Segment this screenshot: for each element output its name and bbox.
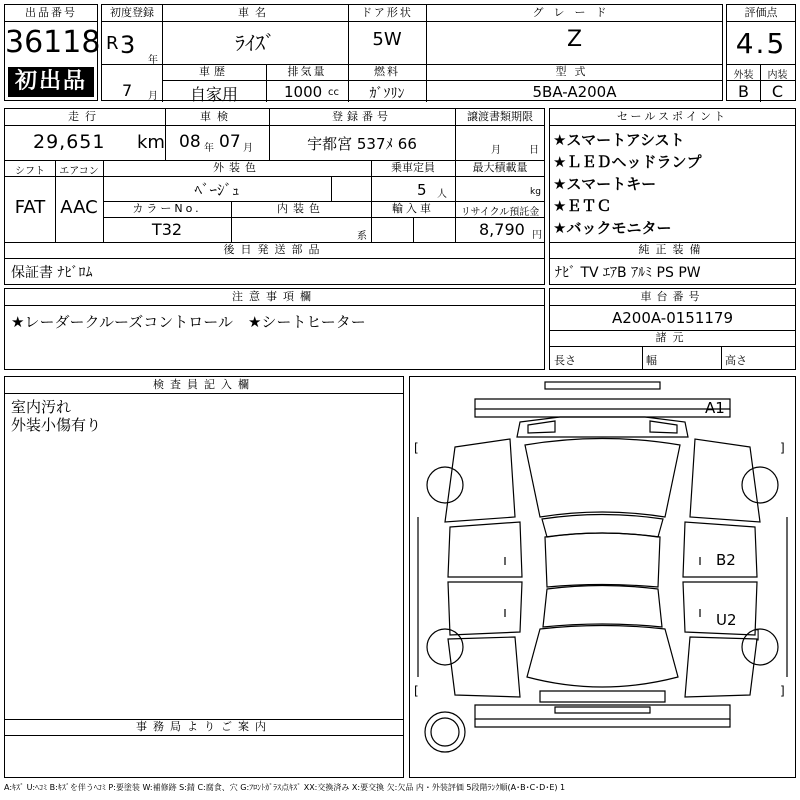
later-parts-value: 保証書 ﾅﾋﾞﾛﾑ: [11, 265, 93, 281]
inspector-box: [4, 376, 404, 778]
inspection-label: 車検: [200, 110, 234, 123]
chassis-label: 車台番号: [550, 289, 795, 306]
details-grid: [4, 108, 545, 285]
car-name-label: 車名: [238, 6, 272, 19]
chassis-box: [549, 288, 796, 370]
damage-mark-u2: U2: [716, 611, 737, 629]
grade-value: Z: [566, 27, 583, 52]
transfer-label: 譲渡書類期限: [467, 110, 533, 123]
inspection-month: 07: [219, 132, 241, 152]
notes-box: [4, 288, 545, 370]
transfer-month-unit: 月: [491, 145, 501, 156]
capacity-value: 5: [417, 181, 427, 199]
bracket-left-rear: [: [414, 684, 419, 698]
notes-value: ★レーダークルーズコントロール ★シートヒーター: [11, 313, 366, 331]
first-reg-month: 7: [122, 81, 133, 100]
grade-label: グレード: [532, 6, 617, 19]
max-load-unit: kg: [530, 187, 541, 197]
score-ext-label: 外装: [733, 70, 754, 81]
displacement-label: 排気量: [287, 65, 327, 78]
score-int-value: C: [771, 82, 784, 101]
dims-height: 高さ: [725, 354, 747, 367]
first-reg-label: 初度登録: [110, 6, 154, 19]
color-no-label: カラーNo.: [132, 202, 202, 215]
vehicle-info-grid: [101, 4, 723, 104]
chassis-value: A200A-0151179: [611, 309, 734, 327]
door-label: ドア形状: [361, 6, 413, 19]
mileage-label: 走行: [68, 110, 102, 123]
door-value: 5W: [372, 29, 402, 50]
mileage-unit: km: [137, 132, 165, 153]
notes-label: 注意事項欄: [5, 289, 544, 306]
lot-number: 36118: [5, 25, 101, 60]
score-box: [726, 4, 796, 101]
sales-point-item: ★ＬＥＤヘッドランプ: [553, 153, 702, 171]
inspection-month-unit: 月: [243, 143, 253, 154]
first-reg-year-unit: 年: [148, 55, 158, 66]
later-parts-label: 後日発送部品: [223, 243, 326, 256]
import-label: 輸入車: [392, 202, 434, 215]
sales-points-box: [549, 108, 796, 285]
damage-mark-a1: A1: [705, 399, 725, 417]
lot-label: 出品番号: [5, 5, 97, 22]
score-label: 評価点: [727, 5, 795, 22]
ac-label: エアコン: [59, 166, 99, 177]
office-label: 事務局よりご案内: [136, 720, 272, 733]
bracket-rear-right: ]: [755, 628, 760, 642]
mileage-value: 29,651: [33, 131, 106, 153]
displacement-unit: cc: [328, 87, 339, 98]
dims-width: 幅: [646, 354, 657, 367]
plate-value: 宇都宮 537ﾒ 66: [307, 135, 417, 153]
fuel-label: 燃料: [374, 65, 400, 78]
sales-points-label: セールスポイント: [550, 109, 795, 126]
model-value: 5BA-A200A: [532, 83, 617, 101]
inspector-line: 室内汚れ: [11, 398, 72, 416]
score-int-label: 内装: [767, 70, 788, 81]
sales-point-item: ★スマートキー: [553, 175, 657, 193]
shift-label: シフト: [15, 166, 45, 177]
recycle-label: リサイクル預託金: [460, 207, 540, 218]
transfer-day-unit: 日: [529, 145, 539, 156]
fuel-value: ｶﾞｿﾘﾝ: [369, 86, 405, 102]
dims-label: 諸元: [655, 331, 690, 344]
bracket-right-rear: ]: [780, 684, 785, 698]
damage-diagram: [409, 376, 796, 778]
ext-color-label: 外装色: [213, 161, 261, 174]
car-outline-diagram: [410, 377, 795, 777]
car-name-value: ﾗｲｽﾞ: [235, 31, 275, 55]
damage-mark-b2: B2: [716, 551, 736, 569]
ext-color-value: ﾍﾞｰｼﾞｭ: [194, 181, 240, 199]
inspector-label: 検査員記入欄: [5, 377, 403, 394]
shift-value: FAT: [14, 197, 46, 218]
capacity-unit: 人: [437, 189, 447, 200]
equipment-value: ﾅﾋﾞ TV ｴｱB ｱﾙﾐ PS PW: [555, 265, 701, 281]
inspector-line: 外装小傷有り: [11, 416, 102, 434]
model-label: 型式: [555, 65, 594, 78]
capacity-label: 乗車定員: [391, 161, 435, 174]
first-reg-month-unit: 月: [148, 91, 158, 102]
color-no-value: T32: [151, 220, 183, 239]
recycle-value: 8,790: [479, 220, 525, 239]
int-color-unit: 系: [357, 231, 367, 242]
history-label: 車歴: [199, 65, 229, 78]
displacement-value: 1000: [284, 83, 323, 101]
first-reg-year: 3: [120, 31, 136, 59]
history-value: 自家用: [189, 85, 238, 104]
max-load-label: 最大積載量: [472, 161, 528, 174]
equipment-label: 純正装備: [638, 243, 707, 256]
ac-value: AAC: [60, 197, 98, 218]
inspection-year-unit: 年: [204, 143, 214, 154]
recycle-unit: 円: [532, 230, 542, 241]
bracket-left-front: [: [414, 441, 419, 455]
first-listing-badge: 初出品: [8, 67, 94, 97]
score-ext-value: B: [738, 82, 749, 101]
bracket-right-front: ]: [780, 441, 785, 455]
sales-point-item: ★スマートアシスト: [553, 131, 685, 149]
legend-text: A:ｷｽﾞ U:ﾍｺﾐ B:ｷｽﾞを伴うﾍｺﾐ P:要塗装 W:補修跡 S:錆 C:腐食、穴 G:ﾌﾛﾝﾄｶﾞﾗｽ点ｷｽﾞ XX:交換済み X:要交換 欠:欠品 内・外装評価 5段階ﾗﾝｸ順(A･B･C･D･E) 1: [4, 783, 566, 792]
score-value: 4.5: [735, 27, 787, 60]
first-reg-era: R: [106, 33, 119, 54]
inspection-year: 08: [179, 132, 201, 152]
int-color-label: 内装色: [277, 202, 325, 215]
lot-box: [4, 4, 101, 101]
plate-label: 登録番号: [332, 110, 392, 123]
sales-point-item: ★ＥＴＣ: [553, 197, 612, 215]
sales-point-item: ★バックモニター: [553, 219, 672, 237]
dims-length: 長さ: [554, 354, 576, 367]
